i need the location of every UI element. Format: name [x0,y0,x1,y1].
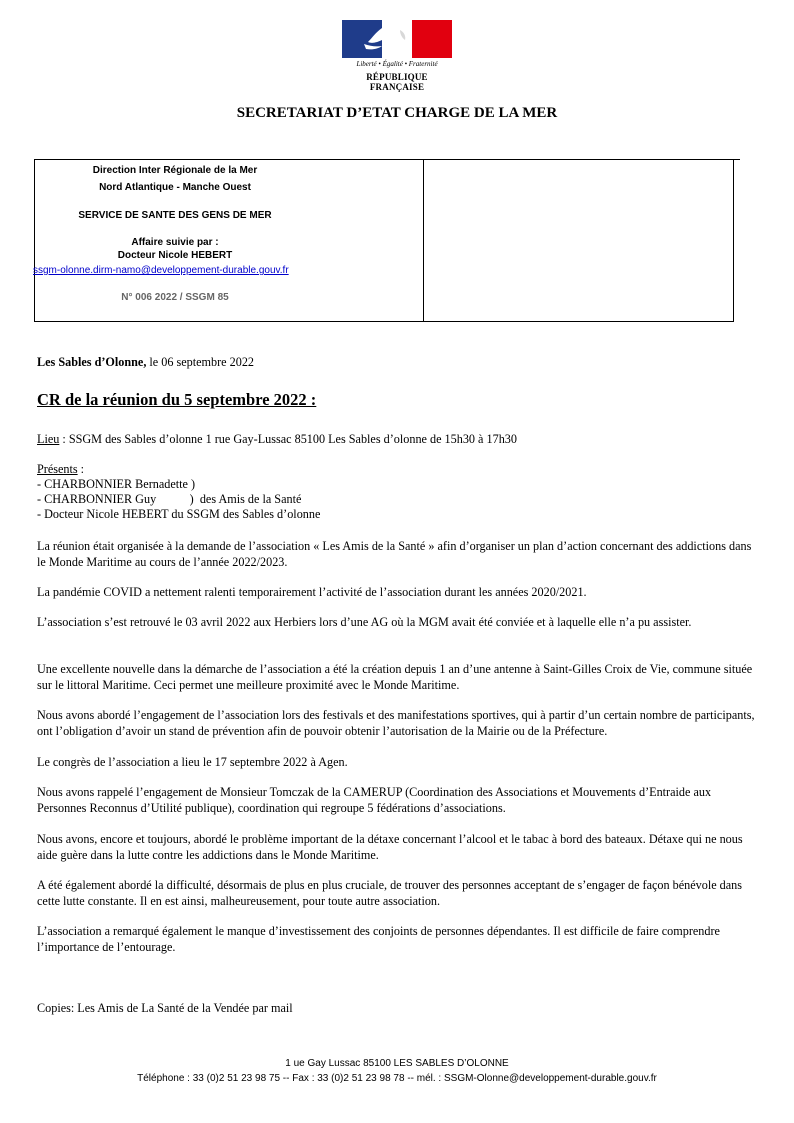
attendee-item: - CHARBONNIER Guy ) des Amis de la Santé [37,492,302,506]
body-paragraph: Le congrès de l’association a lieu le 17 septembre 2022 à Agen. [37,755,348,769]
republique-francaise-logo [340,20,454,92]
box-divider [423,160,424,321]
direction-line-1: Direction Inter Régionale de la Mer [92,165,258,176]
affaire-label: Affaire suivie par : [131,237,219,248]
presents-label: Présents [37,462,78,476]
lieu-text: : SSGM des Sables d’olonne 1 rue Gay-Lussac 85100 Les Sables d’olonne de 15h30 à 17h30 [59,432,517,446]
body-paragraph: Nous avons abordé l’engagement de l’association lors des festivals et des manifestations sportives, qui à partir d’un certain nombre de participants, ont l’obligation d’avoir un stand de prévention afin de pouvoir obtenir l’autorisation de la Mairie ou de la Préfecture. [37,708,755,738]
copies-line: Copies: Les Amis de La Santé de la Vendée par mail [37,1001,293,1015]
date-text: le 06 septembre 2022 [146,355,255,369]
place-date-line [37,354,762,370]
marianne-flag-icon [342,20,452,58]
direction-line-2: Nord Atlantique - Manche Ouest [99,182,251,193]
sender-info-box [34,159,734,322]
presents-colon: : [77,462,85,476]
footer-address: 1 ue Gay Lussac 85100 LES SABLES D’OLONNE [285,1058,509,1069]
attendee-item: - CHARBONNIER Bernadette ) [37,477,196,491]
body-paragraph: Une excellente nouvelle dans la démarche de l’association a été la création depuis 1 an d’une antenne à Saint-Gilles Croix de Vie, commune située sur le littoral Maritime. Ceci permet une meilleure proximité avec le Monde Maritime. [37,662,753,692]
place-name: Les Sables d’Olonne, [37,355,147,369]
attendee-item: - Docteur Nicole HEBERT du SSGM des Sables d’olonne [37,507,321,521]
republique-motto: Liberté • Égalité • Fraternité [356,60,438,68]
presents-heading [37,461,762,477]
service-name: SERVICE DE SANTE DES GENS DE MER [78,210,272,221]
lieu-label: Lieu [37,432,60,446]
ministry-title: SECRETARIAT D’ETAT CHARGE DE LA MER [236,105,558,121]
body-paragraph: La réunion était organisée à la demande de l’association « Les Amis de la Santé » afin d’organiser un plan d’action concernant des addictions dans le Monde Maritime au cours de l’année 2022/2023. [37,539,752,569]
reference-number: N° 006 2022 / SSGM 85 [121,292,229,303]
body-paragraph: L’association s’est retrouvé le 03 avril 2022 aux Herbiers lors d’une AG où la MGM avait été conviée et à laquelle elle n’a pu assister. [37,615,692,629]
body-paragraph: La pandémie COVID a nettement ralenti temporairement l’activité de l’association durant les années 2020/2021. [37,585,587,599]
report-title: CR de la réunion du 5 septembre 2022 : [37,390,317,409]
lieu-line [37,431,762,447]
contact-email-link[interactable]: ssgm-olonne.dirm-namo@developpement-durable.gouv.fr [33,265,289,276]
footer-contact: Téléphone : 33 (0)2 51 23 98 75 -- Fax : 33 (0)2 51 23 98 78 -- mél. : SSGM-Olonne@developpement-durable.gouv.fr [137,1073,657,1084]
body-paragraph: Nous avons rappelé l’engagement de Monsieur Tomczak de la CAMERUP (Coordination des Associations et Mouvements d’Entraide aux Personnes Reconnus d’Utilité publique), coordination qui regroupe 5 fédérations d’associations. [37,785,712,815]
doctor-name: Docteur Nicole HEBERT [117,250,233,261]
box-corner-line [734,159,740,160]
body-paragraph: A été également abordé la difficulté, désormais de plus en plus cruciale, de trouver des personnes acceptant de s’engager de façon bénévole dans cette lutte constante. Il en est ainsi, malheureusement, pour toute autre association. [37,878,743,908]
body-paragraph: Nous avons, encore et toujours, abordé le problème important de la détaxe concernant l’alcool et le tabac à bord des bateaux. Détaxe qui ne nous aide guère dans la lutte contre les addictions dans le Monde Maritime. [37,832,743,862]
republique-francaise-label: RÉPUBLIQUE FRANÇAISE [366,72,428,92]
body-paragraph: L’association a remarqué également le manque d’investissement des conjoints de personnes dépendantes. Il est difficile de faire comprendre l’importance de l’entourage. [37,924,720,954]
